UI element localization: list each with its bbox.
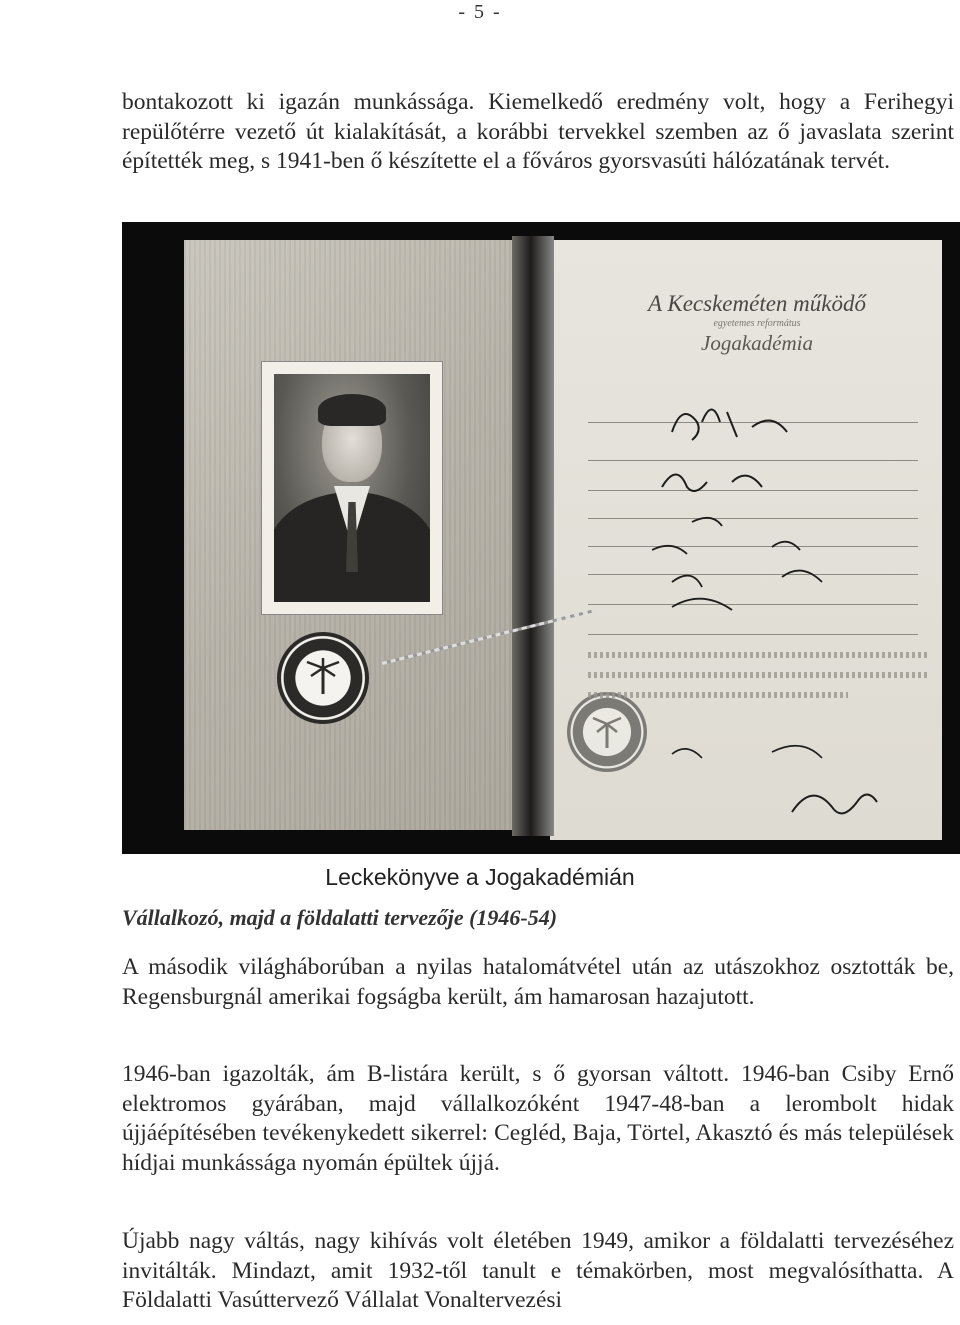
photograph-student-record-book [122, 222, 960, 854]
portrait-photo [274, 374, 430, 602]
paragraph-intro: bontakozott ki igazán munkássága. Kiemelkedő eredmény volt, hogy a Ferihegyi repülőtérre vezető út kialakítását, a korábbi tervekkel szemben az ő javaslata szerint építették meg, s 1941-ben ő készítette el a főváros gyorsvasúti hálózatának tervét. [122, 89, 954, 174]
paragraph-metro: Újabb nagy váltás, nagy kihívás volt életében 1949, amikor a földalatti tervezéséhez invitálták. Mindazt, amit 1932-től tanult e témakörben, most megvalósíthatta. A Földalatti Vasúttervező Vállalat Vonaltervezési [122, 1228, 954, 1313]
handwriting-signatures [652, 392, 932, 852]
portrait-photo-frame [262, 362, 442, 614]
paragraph-bridges: 1946-ban igazolták, ám B-listára került, s ő gyorsan váltott. 1946-ban Csiby Ernő elektromos gyárában, majd vállalkozóként 1947-48-ban a lerombolt hidak újjáépítésében tevékenykedett sikerrel: Cegléd, Baja, Törtel, Akasztó és más települések hídjai munkássága nyomán épültek újjá. [122, 1061, 954, 1176]
certificate-header [572, 292, 942, 354]
seal-stamp [277, 632, 369, 724]
certificate-title: A Kecskeméten működő [648, 291, 866, 316]
seal-stamp-faded [567, 692, 647, 772]
page-number: - 5 - [458, 1, 502, 23]
photo-caption: Leckekönyve a Jogakadémián [325, 864, 635, 890]
section-heading: Vállalkozó, majd a földalatti tervezője (1946-54) [122, 905, 558, 930]
paragraph-war: A második világháborúban a nyilas hatalomátvétel után az utászokhoz osztották be, Regensburgnál amerikai fogságba került, ám hamarosan hazajutott. [122, 954, 954, 1010]
book-spine [512, 236, 554, 836]
certificate-subtitle: egyetemes református [713, 318, 801, 329]
certificate-institution: Jogakadémia [701, 331, 813, 355]
